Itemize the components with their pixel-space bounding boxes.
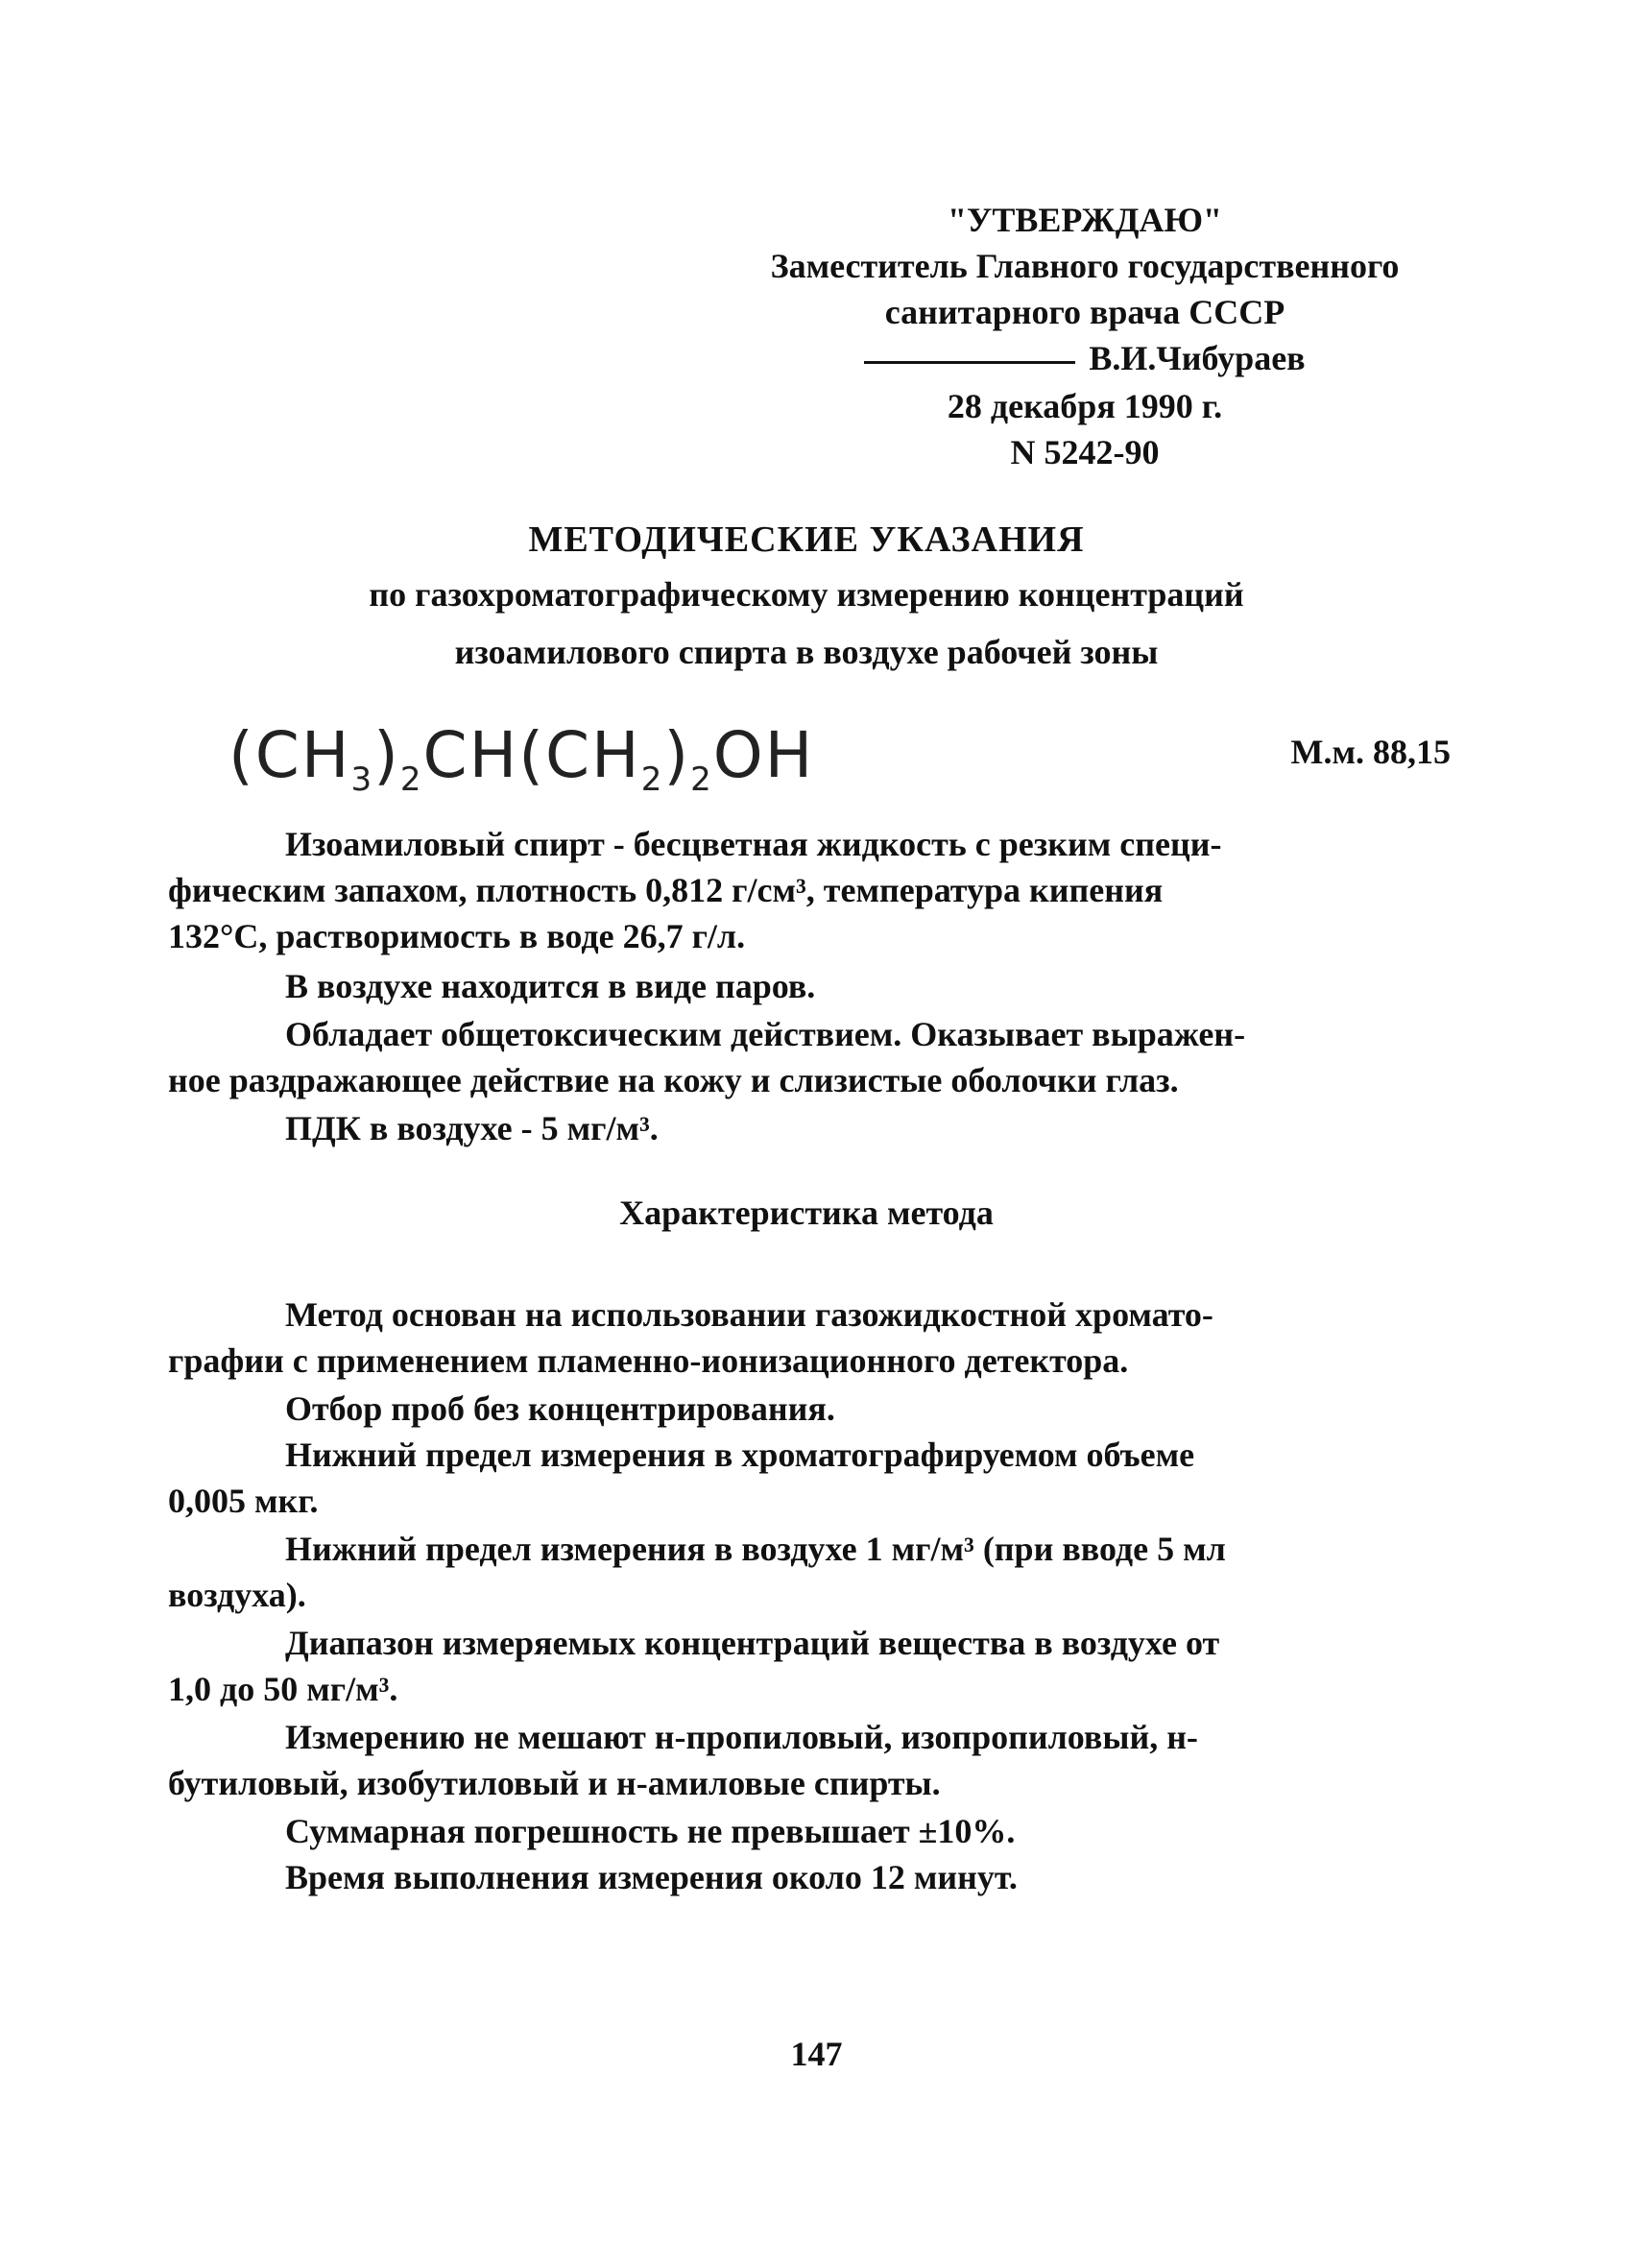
- method-paragraph-7: Суммарная погрешность не превышает ±10%.: [285, 1812, 1016, 1850]
- approver-name: В.И.Чибураев: [1089, 339, 1306, 377]
- molar-mass: М.м. 88,15: [1290, 733, 1451, 771]
- approval-signature: [672, 335, 1498, 381]
- approval-number: N 5242-90: [1010, 433, 1160, 471]
- approval-date: 28 декабря 1990 г.: [947, 387, 1223, 425]
- description-paragraph-2: В воздухе находится в виде паров.: [285, 967, 816, 1005]
- chemical-formula: $(CH_3)_2CH(CH_2)_2OH$: [228, 718, 815, 800]
- signature-line: [864, 361, 1075, 364]
- method-paragraph-6: Измерению не мешают н-пропиловый, изопропиловый, н- бутиловый, изобутиловый и н-амиловые спирты.: [168, 1718, 1198, 1802]
- method-paragraph-1: Метод основан на использовании газожидкостной хромато- графии с применением пламенно-ионизационного детектора.: [168, 1295, 1213, 1380]
- method-paragraph-3: Нижний предел измерения в хроматографируемом объеме 0,005 мкг.: [168, 1436, 1195, 1520]
- approval-line-2: санитарного врача СССР: [884, 293, 1285, 331]
- method-paragraph-2: Отбор проб без концентрирования.: [285, 1389, 835, 1428]
- method-paragraph-4: Нижний предел измерения в воздухе 1 мг/м³ (при вводе 5 мл воздуха).: [168, 1530, 1226, 1614]
- description-paragraph-4: ПДК в воздухе - 5 мг/м³.: [285, 1109, 659, 1147]
- method-heading: Характеристика метода: [619, 1194, 994, 1232]
- description-paragraph-3: Обладает общетоксическим действием. Оказывает выражен- ное раздражающее действие на кожу и слизистые оболочки глаз.: [168, 1015, 1246, 1099]
- approval-header: "УТВЕРЖДАЮ": [947, 201, 1223, 239]
- document-subtitle-1: по газохроматографическому измерению концентраций: [369, 575, 1244, 614]
- document-title: МЕТОДИЧЕСКИЕ УКАЗАНИЯ: [528, 519, 1085, 560]
- method-paragraph-8: Время выполнения измерения около 12 минут.: [285, 1858, 1018, 1896]
- page-number: 147: [790, 2035, 843, 2073]
- document-subtitle-2: изоамилового спирта в воздухе рабочей зоны: [454, 633, 1159, 671]
- description-paragraph-1: Изоамиловый спирт - бесцветная жидкость с резким специ- фическим запахом, плотность 0,812 г/см³, температура кипения 132°С, растворимость в воде 26,7 г/л.: [168, 825, 1222, 955]
- method-paragraph-5: Диапазон измеряемых концентраций вещества в воздухе от 1,0 до 50 мг/м³.: [168, 1624, 1220, 1708]
- approval-line-1: Заместитель Главного государственного: [770, 247, 1400, 285]
